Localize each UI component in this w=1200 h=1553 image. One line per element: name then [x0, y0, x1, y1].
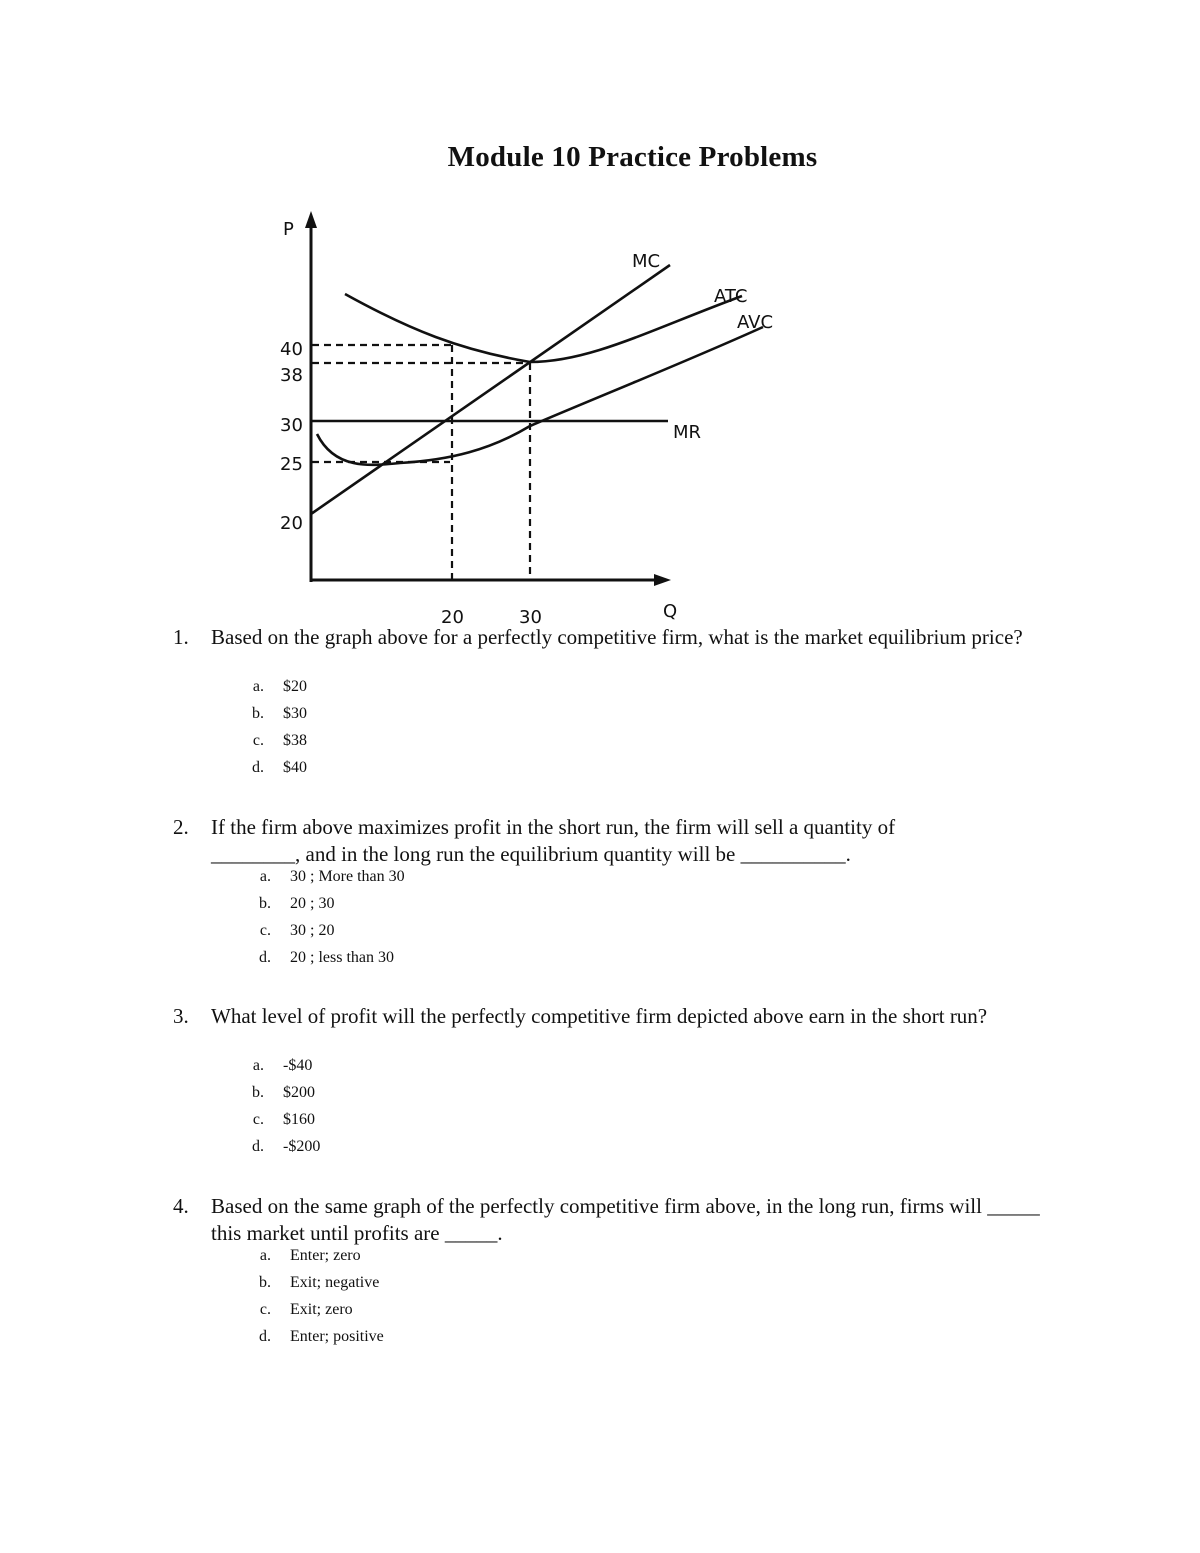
option	[0, 1057, 1200, 1084]
option	[0, 868, 1200, 895]
option-letter: c.	[252, 732, 264, 749]
option-text: $40	[283, 759, 307, 776]
option-letter: a.	[252, 1057, 264, 1074]
option-letter: b.	[259, 895, 271, 912]
option-letter: c.	[259, 922, 271, 939]
x-axis-label: Q	[663, 601, 678, 622]
question-text-line: If the firm above maximizes profit in the short run, the firm will sell a quantity of	[211, 815, 896, 839]
option	[0, 895, 1200, 922]
option-letter: a.	[252, 678, 264, 695]
option-letter: a.	[259, 1247, 271, 1264]
option-text: Enter; zero	[290, 1247, 361, 1264]
option	[0, 1328, 1200, 1355]
option	[0, 922, 1200, 949]
mc-label: MC	[632, 251, 661, 272]
y-tick-label: 38	[280, 365, 303, 386]
question-text: Based on the same graph of the perfectly competitive firm above, in the long run, firms will _____ this market until profits are _____.	[211, 1194, 1040, 1245]
page-title: Module 10 Practice Problems	[447, 141, 818, 173]
option-letter: d.	[252, 759, 264, 776]
option-text: Exit; zero	[290, 1301, 353, 1318]
avc-label: AVC	[737, 312, 774, 333]
option-letter: b.	[259, 1274, 271, 1291]
option-letter: c.	[259, 1301, 271, 1318]
x-tick-label: 20	[441, 607, 464, 628]
cost-curves-graph	[0, 0, 1200, 640]
option-letter: b.	[252, 1084, 264, 1101]
option-letter: b.	[252, 705, 264, 722]
question-number: 4.	[173, 1194, 189, 1218]
option-letter: d.	[259, 949, 271, 966]
question-text: Based on the graph above for a perfectly competitive firm, what is the market equilibrium price?	[211, 625, 1023, 649]
question-text	[211, 814, 1071, 868]
option-letter: a.	[259, 868, 271, 885]
y-tick-label: 25	[280, 454, 303, 475]
y-axis-arrowhead	[305, 211, 317, 228]
option	[0, 1247, 1200, 1274]
option-text: Enter; positive	[290, 1328, 384, 1345]
option	[0, 1084, 1200, 1111]
option-text: 30 ; More than 30	[290, 868, 405, 885]
option-text: $160	[283, 1111, 315, 1128]
option-letter: c.	[252, 1111, 264, 1128]
y-axis-label: P	[283, 219, 294, 240]
option	[0, 1274, 1200, 1301]
option-text: 20 ; 30	[290, 895, 335, 912]
option-text: -$40	[283, 1057, 313, 1074]
y-tick-label: 40	[280, 339, 303, 360]
option	[0, 705, 1200, 732]
option-letter: d.	[252, 1138, 264, 1155]
option	[0, 678, 1200, 705]
atc-label: ATC	[714, 286, 748, 307]
option-text: 30 ; 20	[290, 922, 335, 939]
option	[0, 1301, 1200, 1328]
question-text-line: ________, and in the long run the equilibrium quantity will be __________.	[211, 842, 851, 866]
question-number: 1.	[173, 625, 189, 649]
avc-curve	[317, 327, 763, 465]
y-tick-label: 30	[280, 415, 303, 436]
option-text: $20	[283, 678, 307, 695]
x-tick-label: 30	[519, 607, 542, 628]
option-text: $38	[283, 732, 307, 749]
option-text: 20 ; less than 30	[290, 949, 394, 966]
option-text: Exit; negative	[290, 1274, 380, 1291]
question-number: 2.	[173, 815, 189, 839]
option	[0, 759, 1200, 786]
x-axis-arrowhead	[654, 574, 671, 586]
option	[0, 949, 1200, 976]
option	[0, 1138, 1200, 1165]
question-text: What level of profit will the perfectly competitive firm depicted above earn in the short run?	[211, 1004, 988, 1028]
option-text: $30	[283, 705, 307, 722]
option-text: -$200	[283, 1138, 321, 1155]
mr-label: MR	[673, 422, 702, 443]
question-number: 3.	[173, 1004, 189, 1028]
option-letter: d.	[259, 1328, 271, 1345]
y-tick-label: 20	[280, 513, 303, 534]
option-text: $200	[283, 1084, 315, 1101]
option	[0, 732, 1200, 759]
option	[0, 1111, 1200, 1138]
